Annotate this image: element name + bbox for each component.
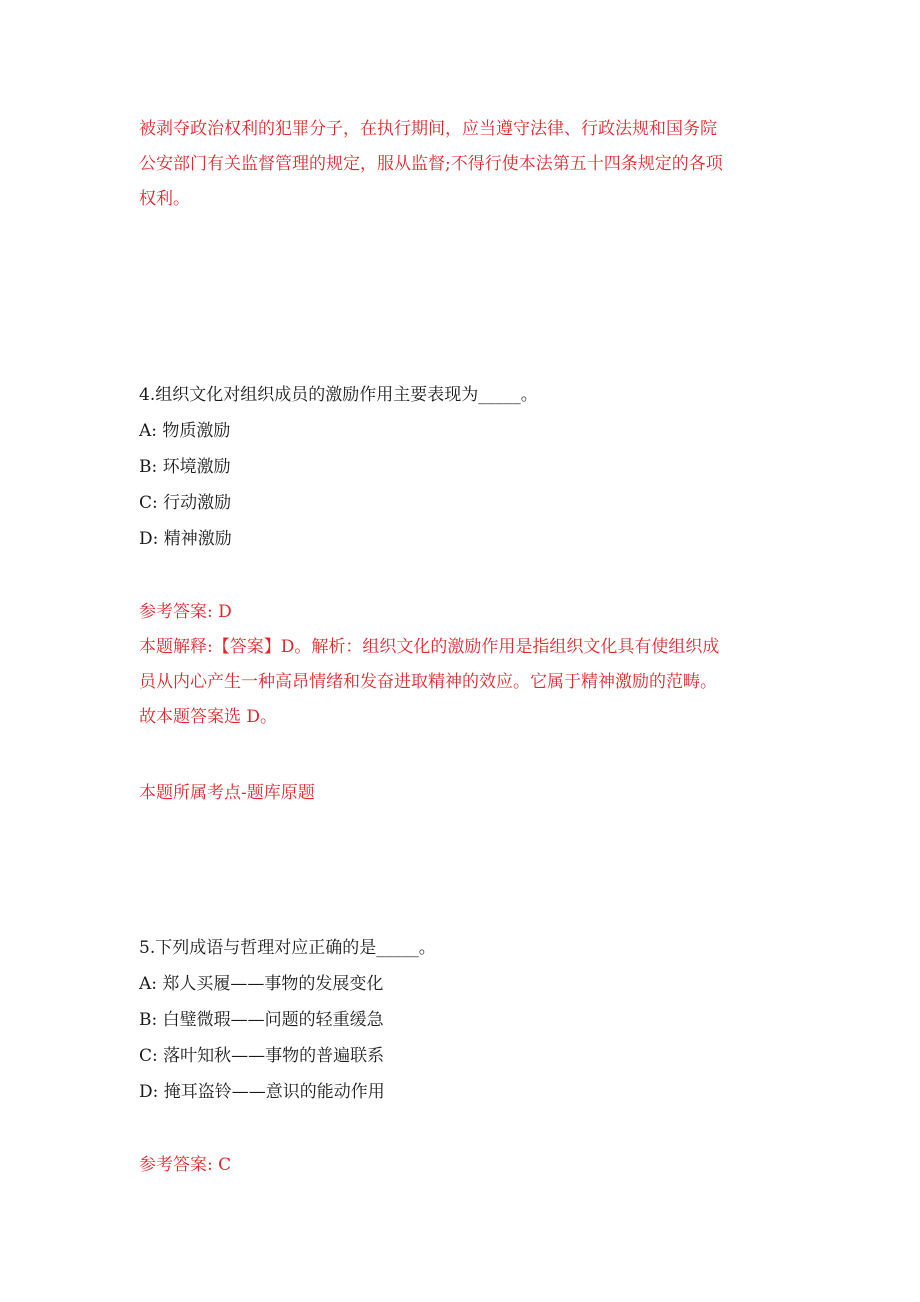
explanation-line: 权利。: [139, 189, 190, 209]
question-4-option-c: C: 行动激励: [139, 493, 232, 513]
question-4-text: 4.组织文化对组织成员的激励作用主要表现为_____。: [139, 385, 538, 405]
explanation-line: 故本题答案选 D。: [139, 707, 278, 727]
question-5-text: 5.下列成语与哲理对应正确的是_____。: [139, 938, 436, 958]
question-5-option-d: D: 掩耳盗铃——意识的能动作用: [139, 1082, 385, 1102]
question-5-answer: [139, 1147, 784, 1183]
question-5: [139, 930, 784, 1110]
topic-text: 本题所属考点-题库原题: [139, 783, 315, 803]
question-4-answer: [139, 594, 784, 630]
question-4-explanation: [139, 630, 784, 735]
question-4-option-d: D: 精神激励: [139, 529, 232, 549]
previous-explanation: [139, 112, 784, 217]
answer-text: 参考答案: C: [139, 1155, 232, 1175]
answer-text: 参考答案: D: [139, 602, 232, 622]
question-5-option-a: A: 郑人买履——事物的发展变化: [139, 974, 384, 994]
explanation-line: 被剥夺政治权利的犯罪分子，在执行期间，应当遵守法律、行政法规和国务院: [139, 119, 717, 139]
explanation-line: 员从内心产生一种高昂情绪和发奋进取精神的效应。它属于精神激励的范畴。: [139, 672, 717, 692]
explanation-line: 本题解释:【答案】D。解析：组织文化的激励作用是指组织文化具有使组织成: [139, 637, 720, 657]
question-4-option-b: B: 环境激励: [139, 457, 231, 477]
question-5-option-c: C: 落叶知秋——事物的普遍联系: [139, 1046, 385, 1066]
question-5-option-b: B: 白璧微瑕——问题的轻重缓急: [139, 1010, 384, 1030]
question-4-option-a: A: 物质激励: [139, 421, 231, 441]
question-4-topic: [139, 775, 784, 811]
question-4: [139, 377, 784, 557]
explanation-line: 公安部门有关监督管理的规定，服从监督;不得行使本法第五十四条规定的各项: [139, 154, 723, 174]
